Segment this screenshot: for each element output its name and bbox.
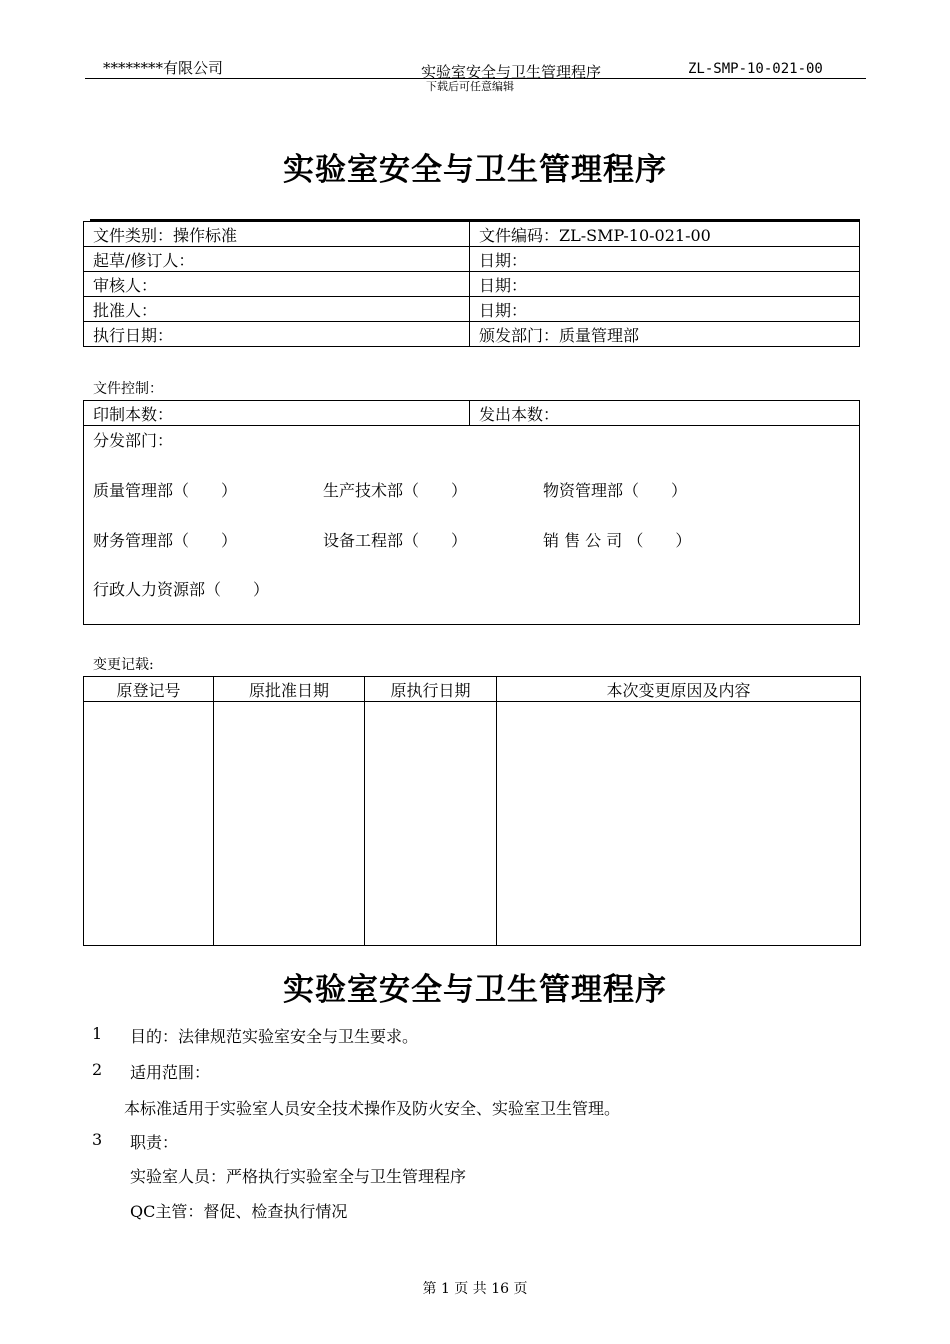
- table-row: [84, 426, 860, 625]
- info-cell: 日期：: [470, 247, 860, 272]
- info-cell: 文件类别：操作标准: [84, 222, 470, 247]
- section-number: 1: [92, 1024, 103, 1043]
- department-item: 行政人力资源部（ ）: [93, 580, 270, 599]
- section-text: 实验室人员：严格执行实验室全与卫生管理程序: [130, 1167, 467, 1186]
- info-cell: 颁发部门：质量管理部: [470, 322, 860, 347]
- issue-count-cell: 发出本数：: [470, 401, 860, 426]
- table-row: [84, 401, 860, 426]
- section-text: 适用范围：: [130, 1063, 211, 1082]
- department-item: 销 售 公 司 （ ）: [543, 531, 692, 550]
- empty-cell: [214, 702, 365, 946]
- control-label: 文件控制：: [93, 381, 163, 397]
- info-cell: 执行日期：: [84, 322, 470, 347]
- page-footer: 第 1 页 共 16 页: [422, 1281, 528, 1297]
- department-item: 质量管理部（ ）: [93, 481, 238, 500]
- section-text: 本标准适用于实验室人员安全技术操作及防火安全、实验室卫生管理。: [124, 1099, 621, 1118]
- info-cell: 日期：: [470, 297, 860, 322]
- page-title: 实验室安全与卫生管理程序: [283, 152, 667, 188]
- info-cell: 文件编码：ZL-SMP-10-021-00: [470, 222, 860, 247]
- changes-table: [83, 676, 861, 946]
- section-text: QC主管：督促、检查执行情况: [130, 1202, 348, 1221]
- column-header: 本次变更原因及内容: [497, 677, 861, 702]
- table-row: [84, 322, 860, 347]
- empty-cell: [497, 702, 861, 946]
- empty-cell: [84, 702, 214, 946]
- changes-label: 变更记载:: [93, 657, 154, 673]
- table-row: [84, 677, 861, 702]
- info-cell: 日期：: [470, 272, 860, 297]
- info-cell: 起草/修订人：: [84, 247, 470, 272]
- body-title: 实验室安全与卫生管理程序: [283, 972, 667, 1008]
- table-row: [84, 272, 860, 297]
- info-table: [83, 221, 860, 347]
- distribution-cell: [84, 426, 860, 625]
- header-doc-title: 实验室安全与卫生管理程序: [421, 63, 602, 81]
- column-header: 原批准日期: [214, 677, 365, 702]
- table-row: [84, 222, 860, 247]
- info-cell: 审核人：: [84, 272, 470, 297]
- section-text: 职责：: [130, 1133, 179, 1152]
- column-header: 原登记号: [84, 677, 214, 702]
- department-item: 设备工程部（ ）: [323, 531, 468, 550]
- header-note: 下载后可任意编辑: [426, 80, 514, 93]
- control-table: [83, 400, 860, 625]
- department-item: 生产技术部（ ）: [323, 481, 468, 500]
- table-row: [84, 297, 860, 322]
- department-item: 物资管理部（ ）: [543, 481, 688, 500]
- section-text: 目的：法律规范实验室安全与卫生要求。: [130, 1027, 419, 1046]
- empty-cell: [365, 702, 497, 946]
- section-number: 3: [92, 1130, 103, 1149]
- info-cell: 批准人：: [84, 297, 470, 322]
- table-row: [84, 247, 860, 272]
- section-number: 2: [92, 1060, 103, 1079]
- distribution-label: 分发部门：: [93, 431, 174, 450]
- column-header: 原执行日期: [365, 677, 497, 702]
- header-doc-code: ZL-SMP-10-021-00: [688, 61, 823, 77]
- print-count-cell: 印制本数：: [84, 401, 470, 426]
- table-row: [84, 702, 861, 946]
- header-company: ********有限公司: [103, 59, 224, 77]
- distribution-list: [93, 426, 859, 624]
- department-item: 财务管理部（ ）: [93, 531, 238, 550]
